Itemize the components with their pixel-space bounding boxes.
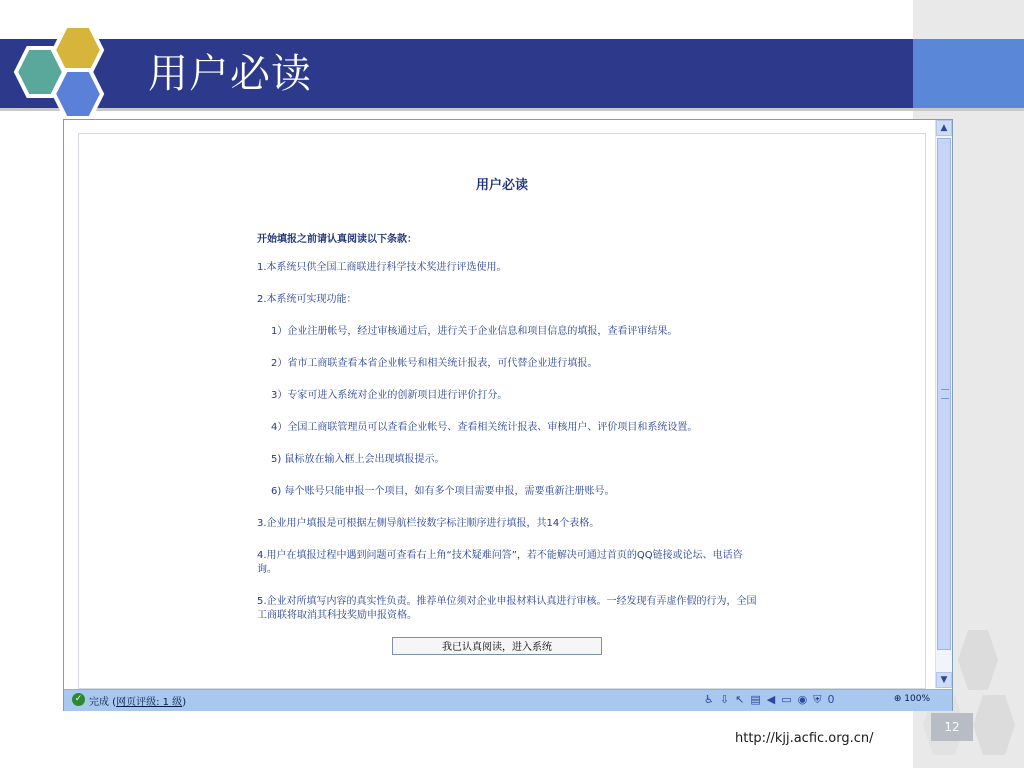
page-content <box>78 133 926 689</box>
slide-title: 用户必读 <box>148 51 312 97</box>
sound-icon[interactable]: ◀ <box>766 693 782 706</box>
title-bar-accent <box>913 39 1024 108</box>
print-icon[interactable]: ▤ <box>750 693 767 706</box>
scroll-down-icon[interactable]: ▼ <box>936 672 952 688</box>
scroll-up-icon[interactable]: ▲ <box>936 120 952 136</box>
clause-4: 4.用户在填报过程中遇到问题可查看右上角“技术疑难问答”，若不能解决可通过首页的QQ链接或论坛、电话咨询。 <box>257 550 743 575</box>
page-rating-link[interactable]: 网页评级: 1 级 <box>116 697 183 708</box>
clause-5: 5.企业对所填写内容的真实性负责。推荐单位须对企业申报材料认真进行审核。一经发现有弄虚作假的行为，全国工商联将取消其科技奖励申报资格。 <box>257 596 757 621</box>
clause-2-sub-6: 6) 每个账号只能申报一个项目，如有多个项目需要申报，需要重新注册账号。 <box>271 486 615 497</box>
clause-2-sub-1: 1）企业注册帐号，经过审核通过后，进行关于企业信息和项目信息的填报，查看评审结果。 <box>271 326 678 337</box>
cursor-icon[interactable]: ↖ <box>735 693 751 706</box>
scrollbar-thumb[interactable] <box>937 138 951 650</box>
eye-icon[interactable]: ◉ <box>797 693 814 706</box>
clause-2-sub-3: 3）专家可进入系统对企业的创新项目进行评价打分。 <box>271 390 508 401</box>
status-bar <box>64 689 952 711</box>
clause-2-sub-4: 4）全国工商联管理员可以查看企业帐号、查看相关统计报表、审核用户、评价项目和系统设置。 <box>271 422 698 433</box>
status-text: 完成 (网页评级: 1 级) <box>89 697 187 708</box>
shield-counter: 0 <box>827 693 841 706</box>
clause-2-sub-5: 5) 鼠标放在输入框上会出现填报提示。 <box>271 454 445 465</box>
page-number-badge: 12 <box>931 713 973 741</box>
shield-icon[interactable]: ⛨ <box>813 693 828 706</box>
clause-1: 1.本系统只供全国工商联进行科学技术奖进行评选使用。 <box>257 262 507 273</box>
hexagon-logo-icon <box>0 20 140 120</box>
footer-url: http://kjj.acfic.org.cn/ <box>735 731 874 746</box>
vertical-scrollbar[interactable] <box>935 120 952 688</box>
document-heading: 用户必读 <box>475 178 528 193</box>
status-icons <box>704 693 840 707</box>
confirm-enter-button[interactable]: 我已认真阅读，进入系统 <box>392 637 602 655</box>
title-underline <box>0 108 1024 111</box>
zoom-level[interactable]: ⊕ 100% <box>893 694 930 704</box>
browser-window <box>63 119 953 711</box>
clause-2: 2.本系统可实现功能： <box>257 294 357 305</box>
done-check-icon: ✓ <box>72 693 85 706</box>
clause-3: 3.企业用户填报是可根据左侧导航栏按数字标注顺序进行填报，共14个表格。 <box>257 518 600 529</box>
document-intro: 开始填报之前请认真阅读以下条款： <box>257 234 417 245</box>
download-icon[interactable]: ⇩ <box>719 693 736 706</box>
clause-2-sub-2: 2）省市工商联查看本省企业帐号和相关统计报表，可代替企业进行填报。 <box>271 358 598 369</box>
window-icon[interactable]: ▭ <box>781 693 798 706</box>
accessibility-icon[interactable]: ♿ <box>704 693 720 706</box>
